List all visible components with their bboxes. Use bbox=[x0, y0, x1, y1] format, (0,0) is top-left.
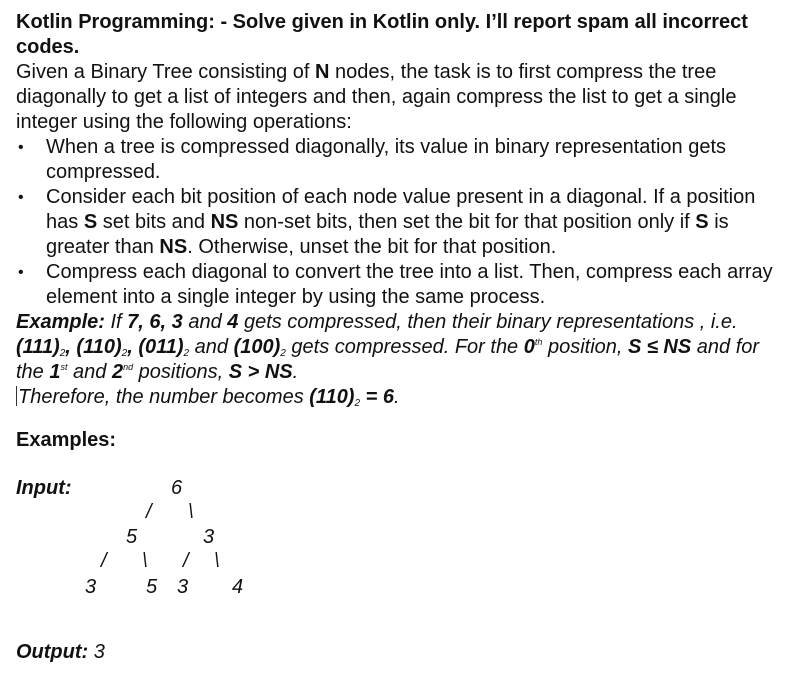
binary-tree-link[interactable]: Binary Tree bbox=[90, 61, 193, 83]
bullet-text: . Otherwise, unset the bit for that position. bbox=[187, 236, 557, 258]
tree-node-ll: 3 bbox=[85, 576, 97, 598]
list-of-integers-link[interactable]: list of integers bbox=[183, 86, 308, 108]
tree-edge: / bbox=[101, 550, 107, 572]
base-subscript: 2 bbox=[354, 398, 361, 409]
example-text: position, bbox=[542, 336, 628, 358]
base-subscript: 2 bbox=[280, 348, 286, 359]
binary-repr: (110) bbox=[76, 336, 122, 358]
input-label: Input: bbox=[16, 477, 72, 499]
bullet-text: set bits and bbox=[97, 211, 211, 233]
result-value: = 6 bbox=[360, 386, 394, 408]
binary-repr: (011) bbox=[138, 336, 184, 358]
binary-repr: (110) bbox=[309, 386, 355, 408]
output-value: 3 bbox=[88, 641, 105, 663]
base-subscript: 2 bbox=[183, 348, 190, 359]
example-label: Example: bbox=[16, 311, 105, 333]
page-title: Kotlin Programming: - Solve given in Kotlin only. I’ll report spam all incorrect codes. bbox=[16, 11, 748, 58]
output-label: Output: bbox=[16, 641, 89, 663]
position-num: 0 bbox=[523, 336, 535, 358]
tree-node-lr: 5 bbox=[146, 576, 158, 598]
comma: , bbox=[65, 336, 77, 358]
period: . bbox=[393, 386, 400, 408]
binary-representation-link[interactable]: binary representation bbox=[494, 136, 683, 158]
tree-node-root: 6 bbox=[171, 477, 183, 499]
tree-node-rl: 3 bbox=[177, 576, 189, 598]
bullet-text: When a tree is compressed diagonally, its value in bbox=[46, 136, 495, 158]
tree-edge: / bbox=[183, 550, 189, 572]
bullet-text: non-set bits, then set the bit for that position only if bbox=[238, 211, 696, 233]
examples-heading: Examples: bbox=[16, 429, 117, 451]
example-text: positions, bbox=[133, 361, 229, 383]
bullet-text: gets compressed. bbox=[46, 136, 726, 183]
ordinal-suffix: nd bbox=[123, 362, 134, 372]
base-subscript: 2 bbox=[59, 348, 66, 359]
tree-edge: \ bbox=[188, 501, 194, 523]
s-var: S bbox=[695, 211, 709, 233]
example-text: and bbox=[189, 336, 234, 358]
example-text: gets compressed, then their binary representations , i.e. bbox=[238, 311, 738, 333]
bullet-text: Consider each bit position of each node value present in a diagonal. If a position has bbox=[46, 186, 756, 233]
example-text: and for the bbox=[16, 336, 760, 383]
tree-node-left: 5 bbox=[126, 526, 138, 548]
therefore-text: Therefore, the number becomes bbox=[18, 386, 310, 408]
tree-edge: \ bbox=[214, 550, 220, 572]
example-nums: 7, 6, 3 bbox=[127, 311, 183, 333]
binary-repr: (111) bbox=[16, 336, 60, 358]
bullet-text: is greater than bbox=[46, 211, 729, 258]
example-text: gets compressed. For the bbox=[285, 336, 524, 358]
position-num: 1 bbox=[49, 361, 61, 383]
example-text: and bbox=[182, 311, 228, 333]
position-num: 2 bbox=[111, 361, 124, 383]
base-subscript: 2 bbox=[121, 348, 128, 359]
ordinal-suffix: th bbox=[534, 337, 543, 347]
tree-node-rr: 4 bbox=[232, 576, 244, 598]
example-text: . bbox=[292, 361, 299, 383]
bullet-text: Compress each diagonal to convert the tree into a list. Then, compress each array element into a single integer by using the same process. bbox=[46, 261, 773, 308]
ns-var: NS bbox=[159, 236, 188, 258]
example-text: If bbox=[104, 311, 128, 333]
tree-edge: / bbox=[146, 501, 152, 523]
condition: S > NS bbox=[228, 361, 293, 383]
intro-text: Given a bbox=[16, 61, 91, 83]
n-var: N bbox=[315, 61, 330, 83]
ns-var: NS bbox=[210, 211, 239, 233]
intro-text: and then, again compress the list to get a single integer using the following operations: bbox=[16, 86, 737, 133]
tree-node-right: 3 bbox=[203, 526, 215, 548]
output-line bbox=[16, 640, 105, 665]
example-text: and bbox=[67, 361, 112, 383]
intro-text: consisting of bbox=[192, 61, 316, 83]
s-var: S bbox=[83, 211, 98, 233]
condition: S ≤ NS bbox=[628, 336, 692, 358]
binary-repr: (100) bbox=[233, 336, 281, 358]
ordinal-suffix: st bbox=[60, 362, 68, 372]
comma: , bbox=[127, 336, 139, 358]
example-num: 4 bbox=[227, 311, 239, 333]
tree-edge: \ bbox=[142, 550, 148, 572]
intro-text: nodes, the task is to first compress the tree diagonally to get a bbox=[16, 61, 717, 108]
